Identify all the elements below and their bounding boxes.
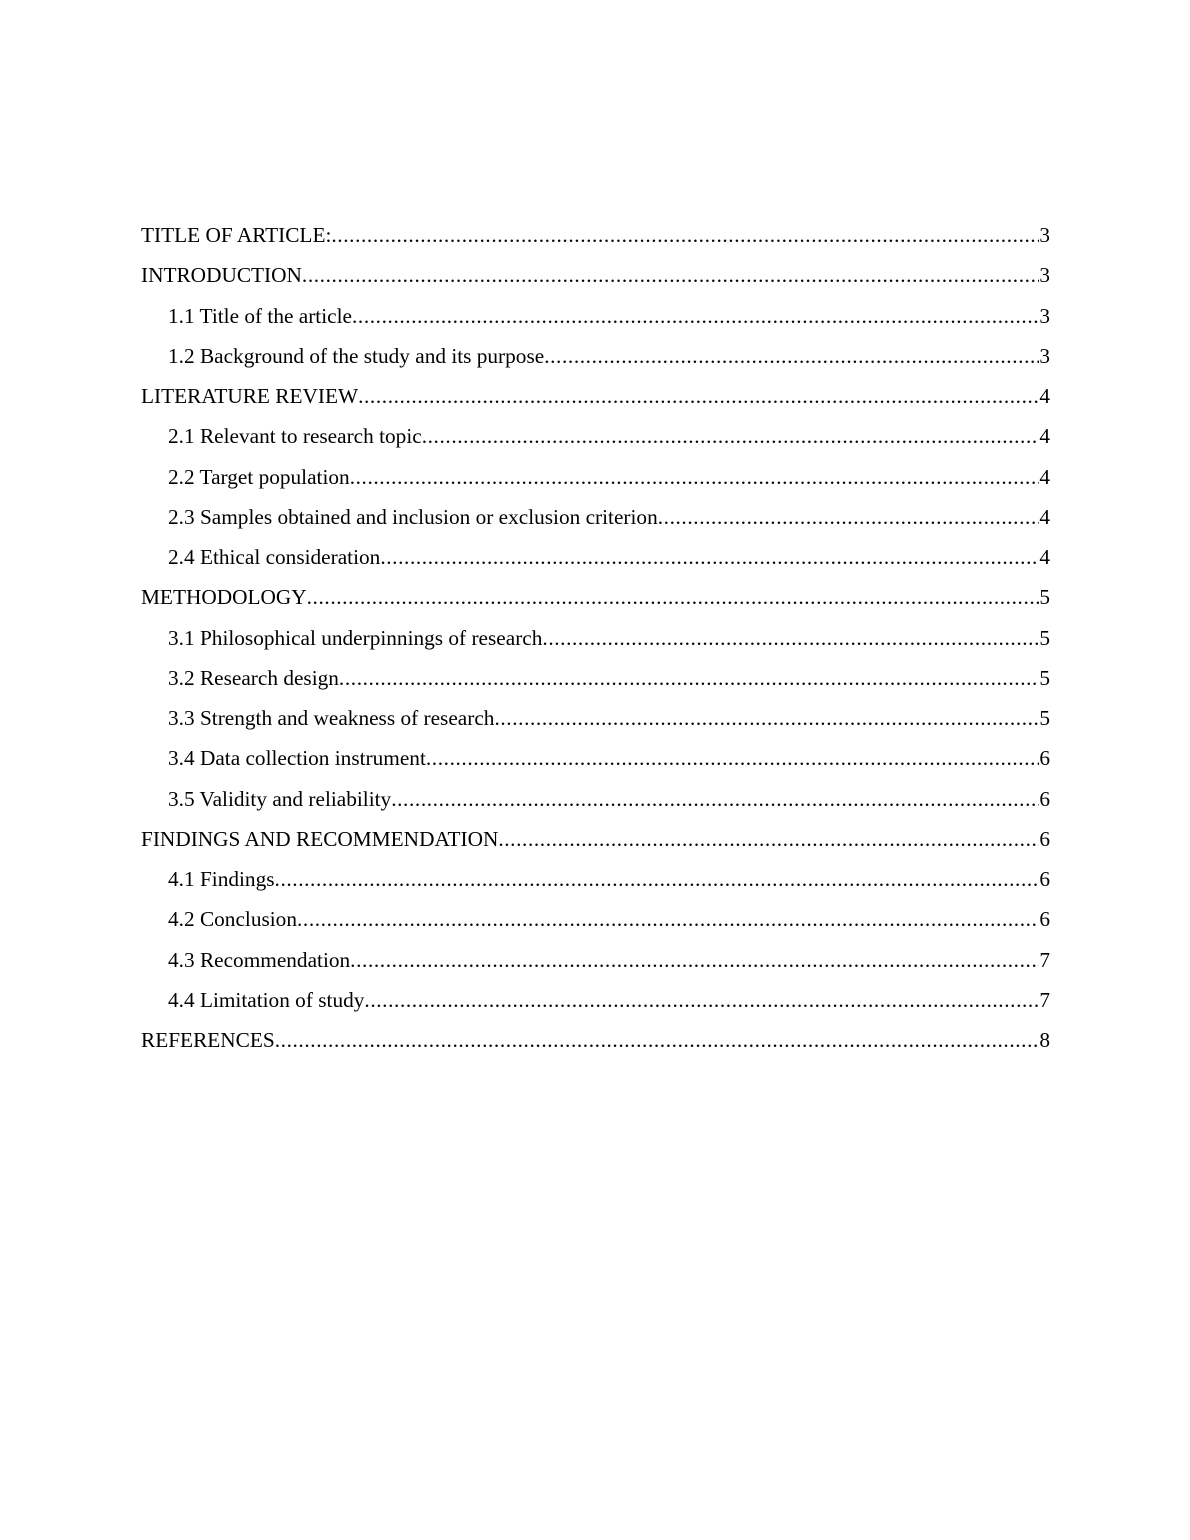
toc-entry-label: 3.2 Research design <box>168 665 339 690</box>
toc-dot-leader <box>544 340 1039 372</box>
toc-subheading-entry[interactable] <box>141 944 1050 984</box>
toc-subheading-entry[interactable] <box>141 702 1050 742</box>
toc-dot-leader <box>426 742 1039 774</box>
toc-dot-leader <box>658 501 1040 533</box>
toc-dot-leader <box>331 219 1039 251</box>
toc-subheading-entry[interactable] <box>141 742 1050 782</box>
toc-page-number: 3 <box>1039 303 1050 328</box>
toc-entry-label: TITLE OF ARTICLE: <box>141 223 332 247</box>
toc-dot-leader <box>358 380 1039 412</box>
toc-entry-label: 4.4 Limitation of study <box>168 987 365 1012</box>
toc-dot-leader <box>364 984 1039 1016</box>
toc-page-number: 3 <box>1039 343 1050 368</box>
toc-page-number: 6 <box>1039 786 1050 811</box>
toc-entry-label: 1.2 Background of the study and its purpose <box>168 343 545 368</box>
toc-subheading-entry[interactable] <box>141 340 1050 380</box>
toc-entry-label: REFERENCES <box>141 1028 275 1052</box>
toc-page-number: 6 <box>1039 867 1050 891</box>
toc-entry-label: 2.3 Samples obtained and inclusion or exclusion criterion <box>168 504 658 529</box>
toc-dot-leader <box>297 903 1039 935</box>
toc-subheading-entry[interactable] <box>141 783 1050 823</box>
toc-entry-label: 3.4 Data collection instrument <box>168 746 426 771</box>
toc-subheading-entry[interactable] <box>141 501 1050 541</box>
toc-dot-leader <box>391 783 1039 815</box>
toc-page-number: 3 <box>1039 223 1050 247</box>
toc-entry-label: METHODOLOGY <box>141 585 307 610</box>
toc-page-number: 7 <box>1039 987 1050 1012</box>
toc-dot-leader <box>275 863 1040 895</box>
toc-page-number: 4 <box>1039 464 1050 489</box>
toc-page-number: 4 <box>1039 504 1050 529</box>
toc-dot-leader <box>542 622 1039 654</box>
toc-subheading-entry[interactable] <box>141 863 1050 903</box>
toc-dot-leader <box>307 581 1040 613</box>
toc-entry-label: 1.1 Title of the article <box>168 303 352 328</box>
toc-heading-entry[interactable] <box>141 1024 1050 1064</box>
toc-dot-leader <box>350 944 1039 976</box>
toc-dot-leader <box>302 259 1039 291</box>
toc-dot-leader <box>350 461 1040 493</box>
toc-entry-label: LITERATURE REVIEW <box>141 384 359 408</box>
toc-page-number: 5 <box>1039 585 1050 610</box>
toc-entry-label: INTRODUCTION <box>141 263 302 288</box>
toc-page-number: 4 <box>1039 384 1050 408</box>
toc-page-number: 6 <box>1039 907 1050 932</box>
toc-entry-label: 4.2 Conclusion <box>168 907 297 932</box>
toc-entry-label: 4.1 Findings <box>168 867 275 891</box>
toc-dot-leader <box>339 662 1039 694</box>
toc-page-number: 3 <box>1039 263 1050 288</box>
toc-heading-entry[interactable] <box>141 259 1050 299</box>
toc-subheading-entry[interactable] <box>141 622 1050 662</box>
toc-page-number: 5 <box>1039 665 1050 690</box>
toc-subheading-entry[interactable] <box>141 300 1050 340</box>
toc-entry-label: 2.2 Target population <box>168 464 350 489</box>
toc-entry-label: FINDINGS AND RECOMMENDATION <box>141 826 499 851</box>
toc-page-number: 7 <box>1039 947 1050 972</box>
toc-page-number: 4 <box>1039 424 1050 449</box>
toc-entry-label: 3.3 Strength and weakness of research <box>168 706 495 730</box>
toc-page-number: 5 <box>1039 625 1050 650</box>
toc-subheading-entry[interactable] <box>141 903 1050 943</box>
toc-subheading-entry[interactable] <box>141 461 1050 501</box>
toc-heading-entry[interactable] <box>141 823 1050 863</box>
toc-heading-entry[interactable] <box>141 219 1050 259</box>
toc-dot-leader <box>352 300 1039 332</box>
toc-entry-label: 4.3 Recommendation <box>168 947 351 972</box>
table-of-contents <box>141 219 1050 1064</box>
toc-page-number: 4 <box>1039 545 1050 569</box>
toc-page-number: 5 <box>1039 706 1050 730</box>
toc-entry-label: 2.4 Ethical consideration <box>168 545 381 569</box>
toc-dot-leader <box>422 420 1040 452</box>
toc-heading-entry[interactable] <box>141 581 1050 621</box>
toc-page-number: 8 <box>1039 1028 1050 1052</box>
toc-dot-leader <box>494 702 1039 734</box>
toc-subheading-entry[interactable] <box>141 541 1050 581</box>
toc-dot-leader <box>275 1024 1040 1056</box>
toc-heading-entry[interactable] <box>141 380 1050 420</box>
toc-page-number: 6 <box>1039 746 1050 771</box>
toc-entry-label: 3.1 Philosophical underpinnings of research <box>168 625 543 650</box>
toc-subheading-entry[interactable] <box>141 662 1050 702</box>
toc-entry-label: 2.1 Relevant to research topic <box>168 424 422 449</box>
toc-dot-leader <box>498 823 1039 855</box>
toc-dot-leader <box>380 541 1039 573</box>
toc-page-number: 6 <box>1039 826 1050 851</box>
toc-subheading-entry[interactable] <box>141 984 1050 1024</box>
toc-subheading-entry[interactable] <box>141 420 1050 460</box>
toc-entry-label: 3.5 Validity and reliability <box>168 786 392 811</box>
